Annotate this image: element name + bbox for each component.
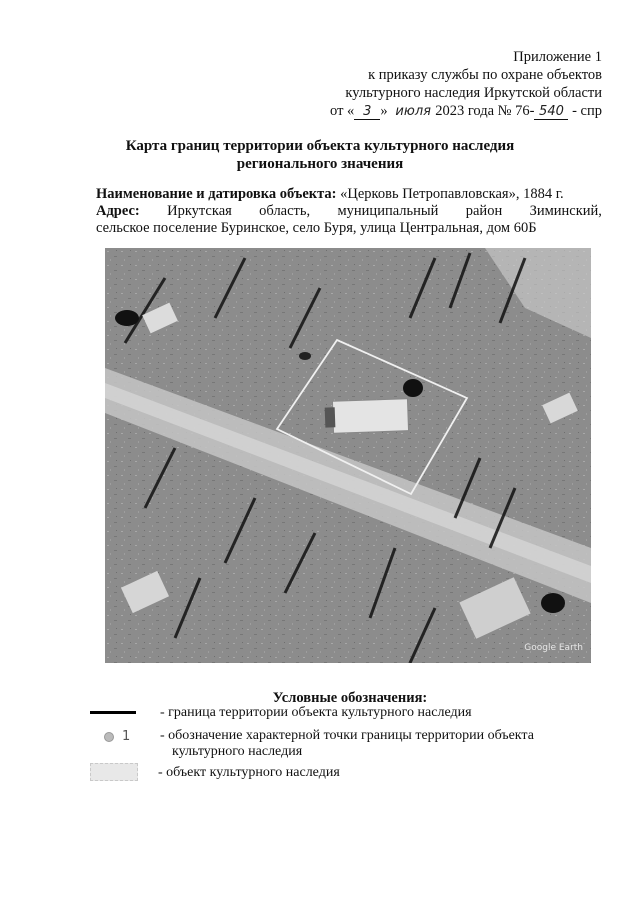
year-text: 2023 года № 76- [435,103,535,119]
legend-point-text [160,728,560,760]
satellite-image [105,248,591,663]
address-line-2: сельское поселение Буринское, село Буря, улица Центральная, дом 60Б [96,220,537,236]
handwritten-month: июля [395,104,431,119]
object-name-value: «Церковь Петропавловская», 1884 г. [340,186,564,202]
address-word: область, [259,203,311,219]
legend-object-text: - объект культурного наследия [158,765,340,780]
document-title [110,137,530,173]
title-line-1: Карта границ территории объекта культурного наследия [125,138,515,154]
date-prefix: от « [330,103,355,119]
address-label: Адрес: [96,203,140,219]
map-watermark: Google Earth [524,643,583,653]
object-name-line [96,186,602,203]
appendix-title: Приложение 1 [513,49,602,65]
appendix-header [272,48,602,120]
legend-point-line-2: культурного наследия [172,744,303,759]
satellite-map [105,248,591,663]
date-mid: » [380,103,388,119]
heritage-object-symbol [90,763,138,781]
legend-boundary-text: - граница территории объекта культурного наследия [160,705,472,720]
address-line-1 [96,203,602,220]
object-info [96,186,602,237]
address-word: район [465,203,503,219]
appendix-date-line [272,102,602,120]
title-line-2: регионального значения [236,156,404,172]
legend-title: Условные обозначения: [272,690,428,706]
boundary-point-symbol [104,729,130,744]
boundary-line-symbol [90,711,136,714]
handwritten-day: 3 [354,105,380,120]
address-word: Зиминский, [529,203,602,219]
address-word: муниципальный [337,203,439,219]
address-word: Иркутская [167,203,232,219]
handwritten-number: 540 [534,105,568,120]
legend-point-line-1: - обозначение характерной точки границы территории объекта [160,728,534,743]
point-marker-icon [104,732,114,742]
appendix-agency-line: культурного наследия Иркутской области [345,85,602,101]
point-number: 1 [122,729,131,744]
appendix-order-line: к приказу службы по охране объектов [368,67,602,83]
order-suffix: - спр [572,103,602,119]
object-name-label: Наименование и датировка объекта: [96,186,337,202]
